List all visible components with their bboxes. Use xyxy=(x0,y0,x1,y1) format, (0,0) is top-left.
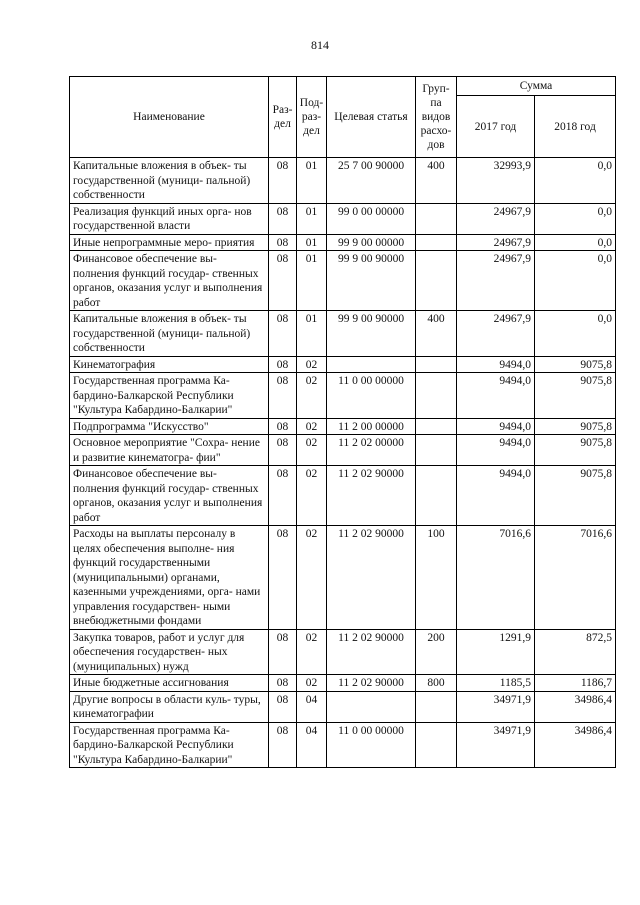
cell-expense-group: 400 xyxy=(416,311,457,357)
cell-target-article: 11 2 02 90000 xyxy=(327,526,416,630)
cell-section: 08 xyxy=(269,675,297,692)
cell-amount-2017: 34971,9 xyxy=(457,722,535,768)
cell-section: 08 xyxy=(269,373,297,419)
cell-section: 08 xyxy=(269,311,297,357)
cell-subsection: 04 xyxy=(297,722,327,768)
cell-amount-2018: 0,0 xyxy=(535,251,616,311)
cell-expense-group: 800 xyxy=(416,675,457,692)
cell-target-article: 11 2 02 90000 xyxy=(327,466,416,526)
cell-amount-2017: 24967,9 xyxy=(457,311,535,357)
cell-amount-2017: 32993,9 xyxy=(457,158,535,204)
cell-amount-2018: 9075,8 xyxy=(535,435,616,466)
cell-expense-group xyxy=(416,722,457,768)
cell-target-article: 11 2 02 90000 xyxy=(327,675,416,692)
cell-expense-group: 100 xyxy=(416,526,457,630)
cell-amount-2017: 1291,9 xyxy=(457,629,535,675)
cell-amount-2017: 9494,0 xyxy=(457,373,535,419)
table-row xyxy=(70,234,616,251)
cell-target-article: 11 2 00 00000 xyxy=(327,418,416,435)
cell-target-article: 11 2 02 90000 xyxy=(327,629,416,675)
cell-amount-2018: 0,0 xyxy=(535,311,616,357)
cell-section: 08 xyxy=(269,466,297,526)
table-row xyxy=(70,356,616,373)
cell-amount-2018: 9075,8 xyxy=(535,418,616,435)
header-year-2018: 2018 год xyxy=(535,96,616,158)
cell-name: Финансовое обеспечение вы- полнения функций государ- ственных органов, оказания услуг и выполнения работ xyxy=(70,251,269,311)
cell-section: 08 xyxy=(269,251,297,311)
cell-section: 08 xyxy=(269,526,297,630)
cell-target-article: 25 7 00 90000 xyxy=(327,158,416,204)
cell-subsection: 01 xyxy=(297,203,327,234)
cell-name: Основное мероприятие "Сохра- нение и развитие кинематогра- фии" xyxy=(70,435,269,466)
cell-amount-2017: 9494,0 xyxy=(457,356,535,373)
cell-amount-2017: 7016,6 xyxy=(457,526,535,630)
header-target-article: Целевая статья xyxy=(327,77,416,158)
cell-name: Реализация функций иных орга- нов государственной власти xyxy=(70,203,269,234)
cell-section: 08 xyxy=(269,203,297,234)
cell-subsection: 01 xyxy=(297,311,327,357)
table-row xyxy=(70,466,616,526)
cell-expense-group xyxy=(416,373,457,419)
cell-expense-group xyxy=(416,691,457,722)
cell-subsection: 02 xyxy=(297,435,327,466)
cell-expense-group xyxy=(416,418,457,435)
cell-expense-group: 400 xyxy=(416,158,457,204)
cell-target-article: 99 9 00 90000 xyxy=(327,251,416,311)
cell-amount-2017: 34971,9 xyxy=(457,691,535,722)
table-row xyxy=(70,526,616,630)
table-row xyxy=(70,311,616,357)
cell-section: 08 xyxy=(269,722,297,768)
cell-amount-2018: 9075,8 xyxy=(535,356,616,373)
cell-amount-2018: 872,5 xyxy=(535,629,616,675)
cell-amount-2017: 1185,5 xyxy=(457,675,535,692)
cell-target-article: 11 0 00 00000 xyxy=(327,373,416,419)
cell-expense-group xyxy=(416,435,457,466)
cell-section: 08 xyxy=(269,356,297,373)
cell-amount-2018: 34986,4 xyxy=(535,691,616,722)
table-row xyxy=(70,435,616,466)
cell-name: Закупка товаров, работ и услуг для обеспечения государствен- ных (муниципальных) нужд xyxy=(70,629,269,675)
cell-subsection: 02 xyxy=(297,373,327,419)
cell-amount-2017: 24967,9 xyxy=(457,203,535,234)
table-row xyxy=(70,629,616,675)
cell-amount-2018: 0,0 xyxy=(535,158,616,204)
cell-target-article: 99 9 00 00000 xyxy=(327,234,416,251)
header-subsection: Под- раз- дел xyxy=(297,77,327,158)
cell-target-article: 11 0 00 00000 xyxy=(327,722,416,768)
cell-amount-2018: 0,0 xyxy=(535,203,616,234)
cell-target-article xyxy=(327,691,416,722)
header-expense-group: Груп- па видов расхо- дов xyxy=(416,77,457,158)
cell-section: 08 xyxy=(269,691,297,722)
cell-name: Расходы на выплаты персоналу в целях обеспечения выполне- ния функций государственными (муниципальными) органами, казенными учреждениями, орга- нами управления государствен- ными внебюджетными фондами xyxy=(70,526,269,630)
cell-name: Государственная программа Ка- бардино-Балкарской Республики "Культура Кабардино-Балкарии" xyxy=(70,722,269,768)
cell-amount-2018: 7016,6 xyxy=(535,526,616,630)
budget-table xyxy=(69,76,616,768)
cell-name: Подпрограмма "Искусство" xyxy=(70,418,269,435)
cell-name: Другие вопросы в области куль- туры, кинематографии xyxy=(70,691,269,722)
header-name: Наименование xyxy=(70,77,269,158)
cell-subsection: 02 xyxy=(297,526,327,630)
cell-name: Капитальные вложения в объек- ты государственной (муници- пальной) собственности xyxy=(70,311,269,357)
table-row xyxy=(70,722,616,768)
cell-subsection: 02 xyxy=(297,466,327,526)
cell-expense-group: 200 xyxy=(416,629,457,675)
cell-target-article: 99 0 00 00000 xyxy=(327,203,416,234)
cell-expense-group xyxy=(416,203,457,234)
cell-name: Иные бюджетные ассигнования xyxy=(70,675,269,692)
table-row xyxy=(70,251,616,311)
table-row xyxy=(70,418,616,435)
cell-subsection: 04 xyxy=(297,691,327,722)
cell-subsection: 02 xyxy=(297,418,327,435)
page-number: 814 xyxy=(311,38,329,52)
table-body xyxy=(70,158,616,768)
cell-target-article: 11 2 02 00000 xyxy=(327,435,416,466)
cell-name: Капитальные вложения в объек- ты государственной (муници- пальной) собственности xyxy=(70,158,269,204)
cell-subsection: 01 xyxy=(297,234,327,251)
cell-expense-group xyxy=(416,466,457,526)
cell-subsection: 02 xyxy=(297,629,327,675)
cell-amount-2018: 0,0 xyxy=(535,234,616,251)
cell-subsection: 01 xyxy=(297,251,327,311)
cell-amount-2017: 9494,0 xyxy=(457,466,535,526)
table-row xyxy=(70,691,616,722)
cell-amount-2018: 9075,8 xyxy=(535,466,616,526)
cell-subsection: 02 xyxy=(297,356,327,373)
cell-subsection: 02 xyxy=(297,675,327,692)
cell-section: 08 xyxy=(269,629,297,675)
header-year-2017: 2017 год xyxy=(457,96,535,158)
cell-name: Финансовое обеспечение вы- полнения функций государ- ственных органов, оказания услуг и выполнения работ xyxy=(70,466,269,526)
header-sum: Сумма xyxy=(457,77,616,96)
cell-subsection: 01 xyxy=(297,158,327,204)
cell-amount-2018: 9075,8 xyxy=(535,373,616,419)
cell-name: Кинематография xyxy=(70,356,269,373)
cell-expense-group xyxy=(416,251,457,311)
table-row xyxy=(70,158,616,204)
cell-section: 08 xyxy=(269,418,297,435)
table-row xyxy=(70,373,616,419)
cell-amount-2017: 9494,0 xyxy=(457,418,535,435)
cell-amount-2018: 1186,7 xyxy=(535,675,616,692)
cell-expense-group xyxy=(416,234,457,251)
cell-amount-2017: 9494,0 xyxy=(457,435,535,466)
cell-name: Иные непрограммные меро- приятия xyxy=(70,234,269,251)
cell-section: 08 xyxy=(269,234,297,251)
cell-expense-group xyxy=(416,356,457,373)
header-section: Раз- дел xyxy=(269,77,297,158)
cell-amount-2018: 34986,4 xyxy=(535,722,616,768)
cell-section: 08 xyxy=(269,158,297,204)
cell-name: Государственная программа Ка- бардино-Балкарской Республики "Культура Кабардино-Балкарии" xyxy=(70,373,269,419)
cell-amount-2017: 24967,9 xyxy=(457,251,535,311)
table-row xyxy=(70,203,616,234)
cell-target-article xyxy=(327,356,416,373)
cell-target-article: 99 9 00 90000 xyxy=(327,311,416,357)
table-row xyxy=(70,675,616,692)
cell-amount-2017: 24967,9 xyxy=(457,234,535,251)
cell-section: 08 xyxy=(269,435,297,466)
